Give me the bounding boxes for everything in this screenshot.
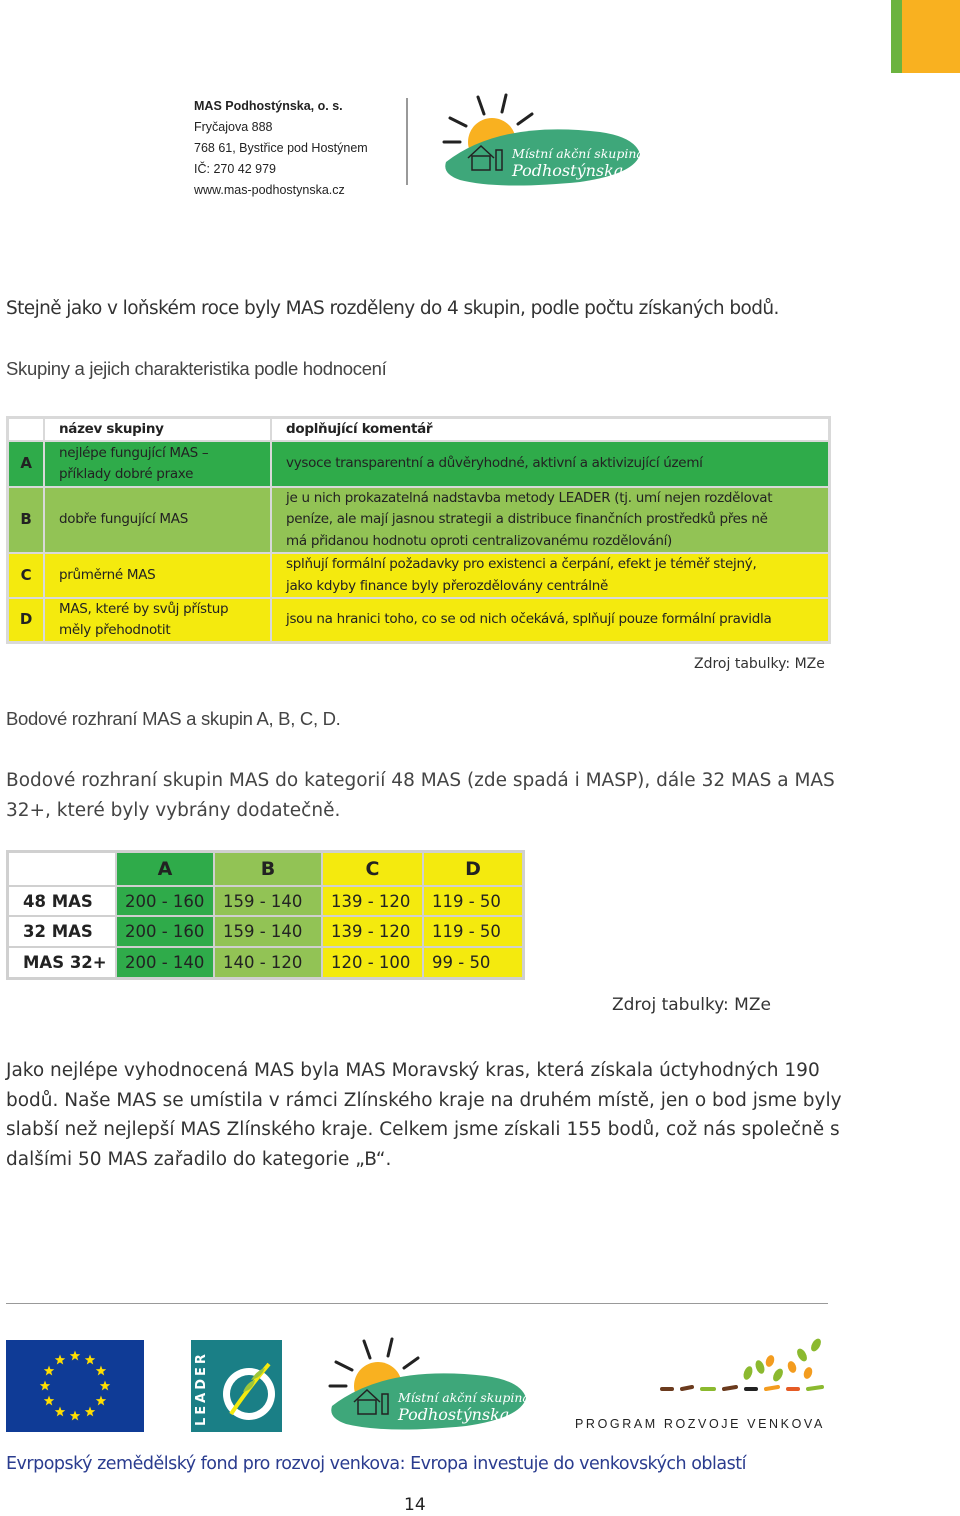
org-ico: IČ: 270 42 979 xyxy=(194,162,277,176)
points-header-b: B xyxy=(215,853,321,885)
sun-logo-icon xyxy=(440,92,650,192)
group-letter-b: B xyxy=(9,488,43,552)
groups-table xyxy=(6,416,831,644)
section2-title: Bodové rozhraní MAS a skupin A, B, C, D. xyxy=(6,708,341,729)
org-street: Fryčajova 888 xyxy=(194,120,273,134)
group-name-b xyxy=(45,488,270,552)
groups-header-comment: doplňující komentář xyxy=(272,419,828,440)
points-header-c: C xyxy=(323,853,422,885)
points-row-label: 48 MAS xyxy=(9,887,115,915)
groups-header-name: název skupiny xyxy=(45,419,270,440)
points-cell: 159 - 140 xyxy=(215,887,321,915)
fund-text: Evrpopský zemědělský fond pro rozvoj venkova: Evropa investuje do venkovských oblastí xyxy=(6,1454,746,1474)
group-comment-a-line: vysoce transparentní a důvěryhodné, aktivní a aktivizující území xyxy=(286,455,703,472)
group-name-a xyxy=(45,442,270,486)
group-name-a-line: nejlépe fungující MAS – xyxy=(59,444,209,461)
points-cell: 200 - 140 xyxy=(117,948,213,977)
points-cell: 119 - 50 xyxy=(424,887,522,915)
org-web[interactable]: www.mas-podhostynska.cz xyxy=(194,183,345,197)
group-comment-c-line: jako kdyby finance byly přerozdělovány centrálně xyxy=(286,577,608,594)
points-table xyxy=(6,850,525,980)
corner-strip-green xyxy=(891,0,902,73)
group-letter-a: A xyxy=(9,442,43,486)
points-row-label: MAS 32+ xyxy=(9,948,115,977)
group-comment-a xyxy=(272,442,828,486)
group-comment-b-line: má přidanou hodnotu oproti centralizovanému rozdělování) xyxy=(286,532,672,549)
leader-logo-icon xyxy=(191,1340,282,1432)
org-name: MAS Podhostýnska, o. s. xyxy=(194,99,343,113)
points-cell: 120 - 100 xyxy=(323,948,422,977)
logo-line1: Místní akční skupina xyxy=(512,146,644,161)
points-header-a: A xyxy=(117,853,213,885)
points-cell: 99 - 50 xyxy=(424,948,522,977)
group-name-b-line: dobře fungující MAS xyxy=(59,511,188,528)
conclusion-text: Jako nejlépe vyhodnocená MAS byla MAS Moravský kras, která získala úctyhodných 190 bodů. Naše MAS se umístila v rámci Zlínského kraje na druhém místě, jen o bod jsme byly slabší než nejlepší MAS Zlínského kraje. Celkem jsme získali 155 bodů, což nás společně s dalšími 50 MAS zařadilo do kategorie „B“. xyxy=(6,1060,842,1170)
points-cell: 200 - 160 xyxy=(117,917,213,946)
group-comment-d xyxy=(272,599,828,641)
group-comment-b-line: peníze, ale mají jasnou strategii a distribuce finančních prostředků přes ně xyxy=(286,511,768,528)
group-comment-b-line: je u nich prokazatelná nadstavba metody LEADER (tj. umí nejen rozdělovat xyxy=(286,489,773,506)
group-name-c xyxy=(45,554,270,597)
group-name-c-line: průměrné MAS xyxy=(59,566,156,583)
group-letter-d: D xyxy=(9,599,43,641)
groups-table-source: Zdroj tabulky: MZe xyxy=(694,656,825,672)
section1-title: Skupiny a jejich charakteristika podle hodnocení xyxy=(6,358,387,379)
corner-strip-yellow xyxy=(902,0,960,73)
section2-text: Bodové rozhraní skupin MAS do kategorií 48 MAS (zde spadá i MASP), dále 32 MAS a MAS 32+, které byly vybrány dodatečně. xyxy=(6,770,835,821)
program-text: PROGRAM ROZVOJE VENKOVA xyxy=(575,1417,825,1431)
group-name-d-line: MAS, které by svůj přístup xyxy=(59,600,229,617)
groups-table-corner xyxy=(9,419,43,440)
group-comment-c-line: splňují formální požadavky pro existenci a čerpání, efekt je téměř stejný, xyxy=(286,556,757,572)
points-cell: 140 - 120 xyxy=(215,948,321,977)
leader-text: LEADER xyxy=(194,1351,209,1426)
header-address xyxy=(194,96,368,201)
group-name-d xyxy=(45,599,270,641)
points-cell: 159 - 140 xyxy=(215,917,321,946)
group-comment-b xyxy=(272,488,828,552)
group-comment-c xyxy=(272,554,828,597)
points-table-corner xyxy=(9,853,115,885)
sun-logo-icon xyxy=(326,1336,536,1436)
group-name-d-line: měly přehodnotit xyxy=(59,622,171,638)
prv-logo-icon xyxy=(656,1337,828,1407)
points-table-source: Zdroj tabulky: MZe xyxy=(612,995,771,1015)
logo-line2: Podhostýnska xyxy=(512,161,624,180)
page-number: 14 xyxy=(404,1495,426,1515)
header-divider xyxy=(406,98,408,185)
points-header-d: D xyxy=(424,853,522,885)
points-row-label: 32 MAS xyxy=(9,917,115,946)
points-cell: 119 - 50 xyxy=(424,917,522,946)
group-comment-d-line: jsou na hranici toho, co se od nich očekává, splňují pouze formální pravidla xyxy=(286,611,772,628)
points-cell: 200 - 160 xyxy=(117,887,213,915)
footer-divider xyxy=(6,1303,828,1304)
points-cell: 139 - 120 xyxy=(323,917,422,946)
group-name-a-line: příklady dobré praxe xyxy=(59,466,194,482)
logo-line1: Místní akční skupina xyxy=(398,1390,530,1405)
points-cell: 139 - 120 xyxy=(323,887,422,915)
logo-line2: Podhostýnska xyxy=(398,1405,510,1424)
org-city: 768 61, Bystřice pod Hostýnem xyxy=(194,141,368,155)
intro-text: Stejně jako v loňském roce byly MAS rozděleny do 4 skupin, podle počtu získaných bodů. xyxy=(6,298,779,319)
eu-flag-icon xyxy=(6,1340,144,1432)
group-letter-c: C xyxy=(9,554,43,597)
